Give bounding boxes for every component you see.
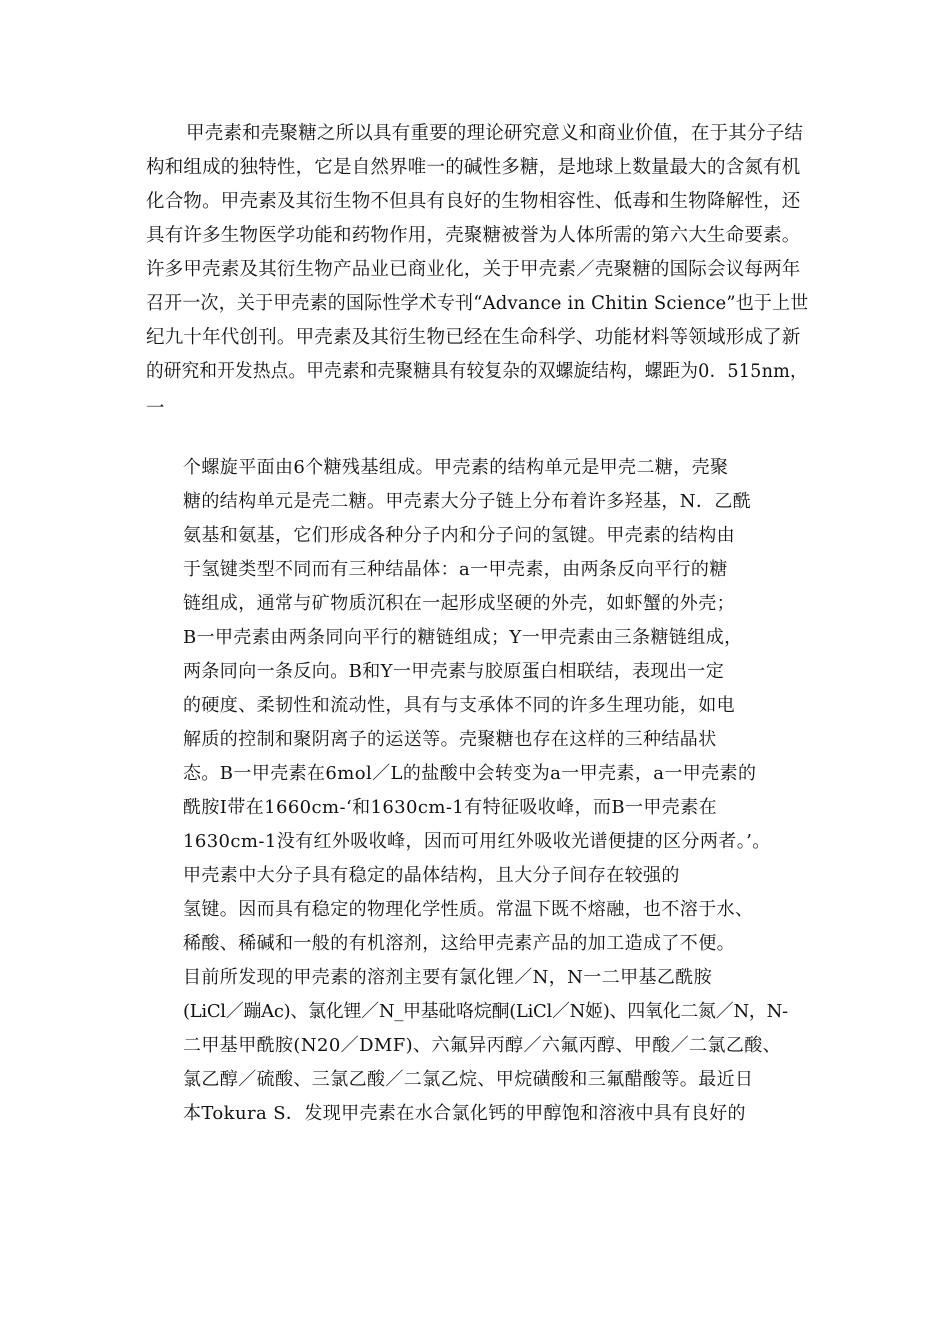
paragraph-2-line-9: 解质的控制和聚阴离子的运送等。壳聚糖也存在这样的三种结晶状 <box>183 729 717 750</box>
paragraph-2-line-13: 甲壳素中大分子具有稳定的晶体结构，且大分子间存在较强的 <box>183 865 680 886</box>
paragraph-1-line-3: 化合物。甲壳素及其衍生物不但具有良好的生物相容性、低毒和生物降解性，还 <box>146 191 801 212</box>
paragraph-1-line-8: 的研究和开发热点。甲壳素和壳聚糖具有较复杂的双螺旋结构，螺距为0．515nm， <box>146 361 808 382</box>
paragraph-1-line-1: 甲壳素和壳聚糖之所以具有重要的理论研究意义和商业价值，在于其分子结 <box>186 123 804 144</box>
paragraph-2-line-18: 二甲基甲酰胺(N20／DMF)、六氟异丙醇／六氟丙醇、甲酸／二氯乙酸、 <box>183 1035 782 1056</box>
paragraph-2-line-4: 于氢键类型不同而有三种结晶体：a一甲壳素，由两条反向平行的糖 <box>183 559 728 580</box>
paragraph-2-line-14: 氢键。因而具有稳定的物理化学性质。常温下既不熔融，也不溶于水、 <box>183 899 754 920</box>
paragraph-2-line-12: 1630cm-1没有红外吸收峰，因而可用红外吸收光谱便捷的区分两者。’。 <box>183 831 771 852</box>
paragraph-2-line-19: 氯乙醇／硫酸、三氯乙酸／二氯乙烷、甲烷磺酸和三氟醋酸等。最近日 <box>183 1069 754 1090</box>
paragraph-1-line-7: 纪九十年代创刊。甲壳素及其衍生物已经在生命科学、功能材料等领域形成了新 <box>146 327 801 348</box>
paragraph-1-line-6: 召开一次，关于甲壳素的国际性学术专刊“Advance in Chitin Science”也于上世 <box>146 293 809 314</box>
paragraph-2-line-17: (LiCl／蹦Ac)、氯化锂／N_甲基砒咯烷酮(LiCl／N姬)、四氧化二氮／N，N- <box>183 1001 788 1022</box>
paragraph-1-line-2: 构和组成的独特性，它是自然界唯一的碱性多糖，是地球上数量最大的含氮有机 <box>146 157 801 178</box>
paragraph-2-line-15: 稀酸、稀碱和一般的有机溶剂，这给甲壳素产品的加工造成了不便。 <box>183 933 735 954</box>
paragraph-2-line-10: 态。B一甲壳素在6mol／L的盐酸中会转变为a一甲壳素，a一甲壳素的 <box>183 763 757 784</box>
paragraph-2-line-16: 目前所发现的甲壳素的溶剂主要有氯化锂／N，N一二甲基乙酰胺 <box>183 967 713 988</box>
paragraph-2-line-1: 个螺旋平面由6个糖残基组成。甲壳素的结构单元是甲壳二糖，壳聚 <box>183 457 729 478</box>
paragraph-2-line-6: B一甲壳素由两条同向平行的糖链组成；Y一甲壳素由三条糖链组成， <box>183 627 743 648</box>
paragraph-2-line-8: 的硬度、柔韧性和流动性，具有与支承体不同的许多生理功能，如电 <box>183 695 735 716</box>
paragraph-1-line-5: 许多甲壳素及其衍生物产品业已商业化，关于甲壳素／壳聚糖的国际会议每两年 <box>146 259 801 280</box>
paragraph-1-line-4: 具有许多生物医学功能和药物作用，壳聚糖被誉为人体所需的第六大生命要素。 <box>146 225 801 246</box>
paragraph-2-line-2: 糖的结构单元是壳二糖。甲壳素大分子链上分布着许多羟基，N．乙酰 <box>183 491 752 512</box>
paragraph-2-line-20: 本Tokura S．发现甲壳素在水合氯化钙的甲醇饱和溶液中具有良好的 <box>183 1103 746 1124</box>
paragraph-2-line-3: 氨基和氨基，它们形成各种分子内和分子问的氢键。甲壳素的结构由 <box>183 525 735 546</box>
paragraph-2-line-11: 酰胺I带在1660cm-‘和1630cm-1有特征吸收峰，而B一甲壳素在 <box>183 797 717 818</box>
paragraph-1-line-9: 一 <box>146 398 165 419</box>
paragraph-2-line-5: 链组成，通常与矿物质沉积在一起形成坚硬的外壳，如虾蟹的外壳； <box>183 593 735 614</box>
paragraph-2-line-7: 两条同向一条反向。B和Y一甲壳素与胶原蛋白相联结，表现出一定 <box>183 661 725 682</box>
